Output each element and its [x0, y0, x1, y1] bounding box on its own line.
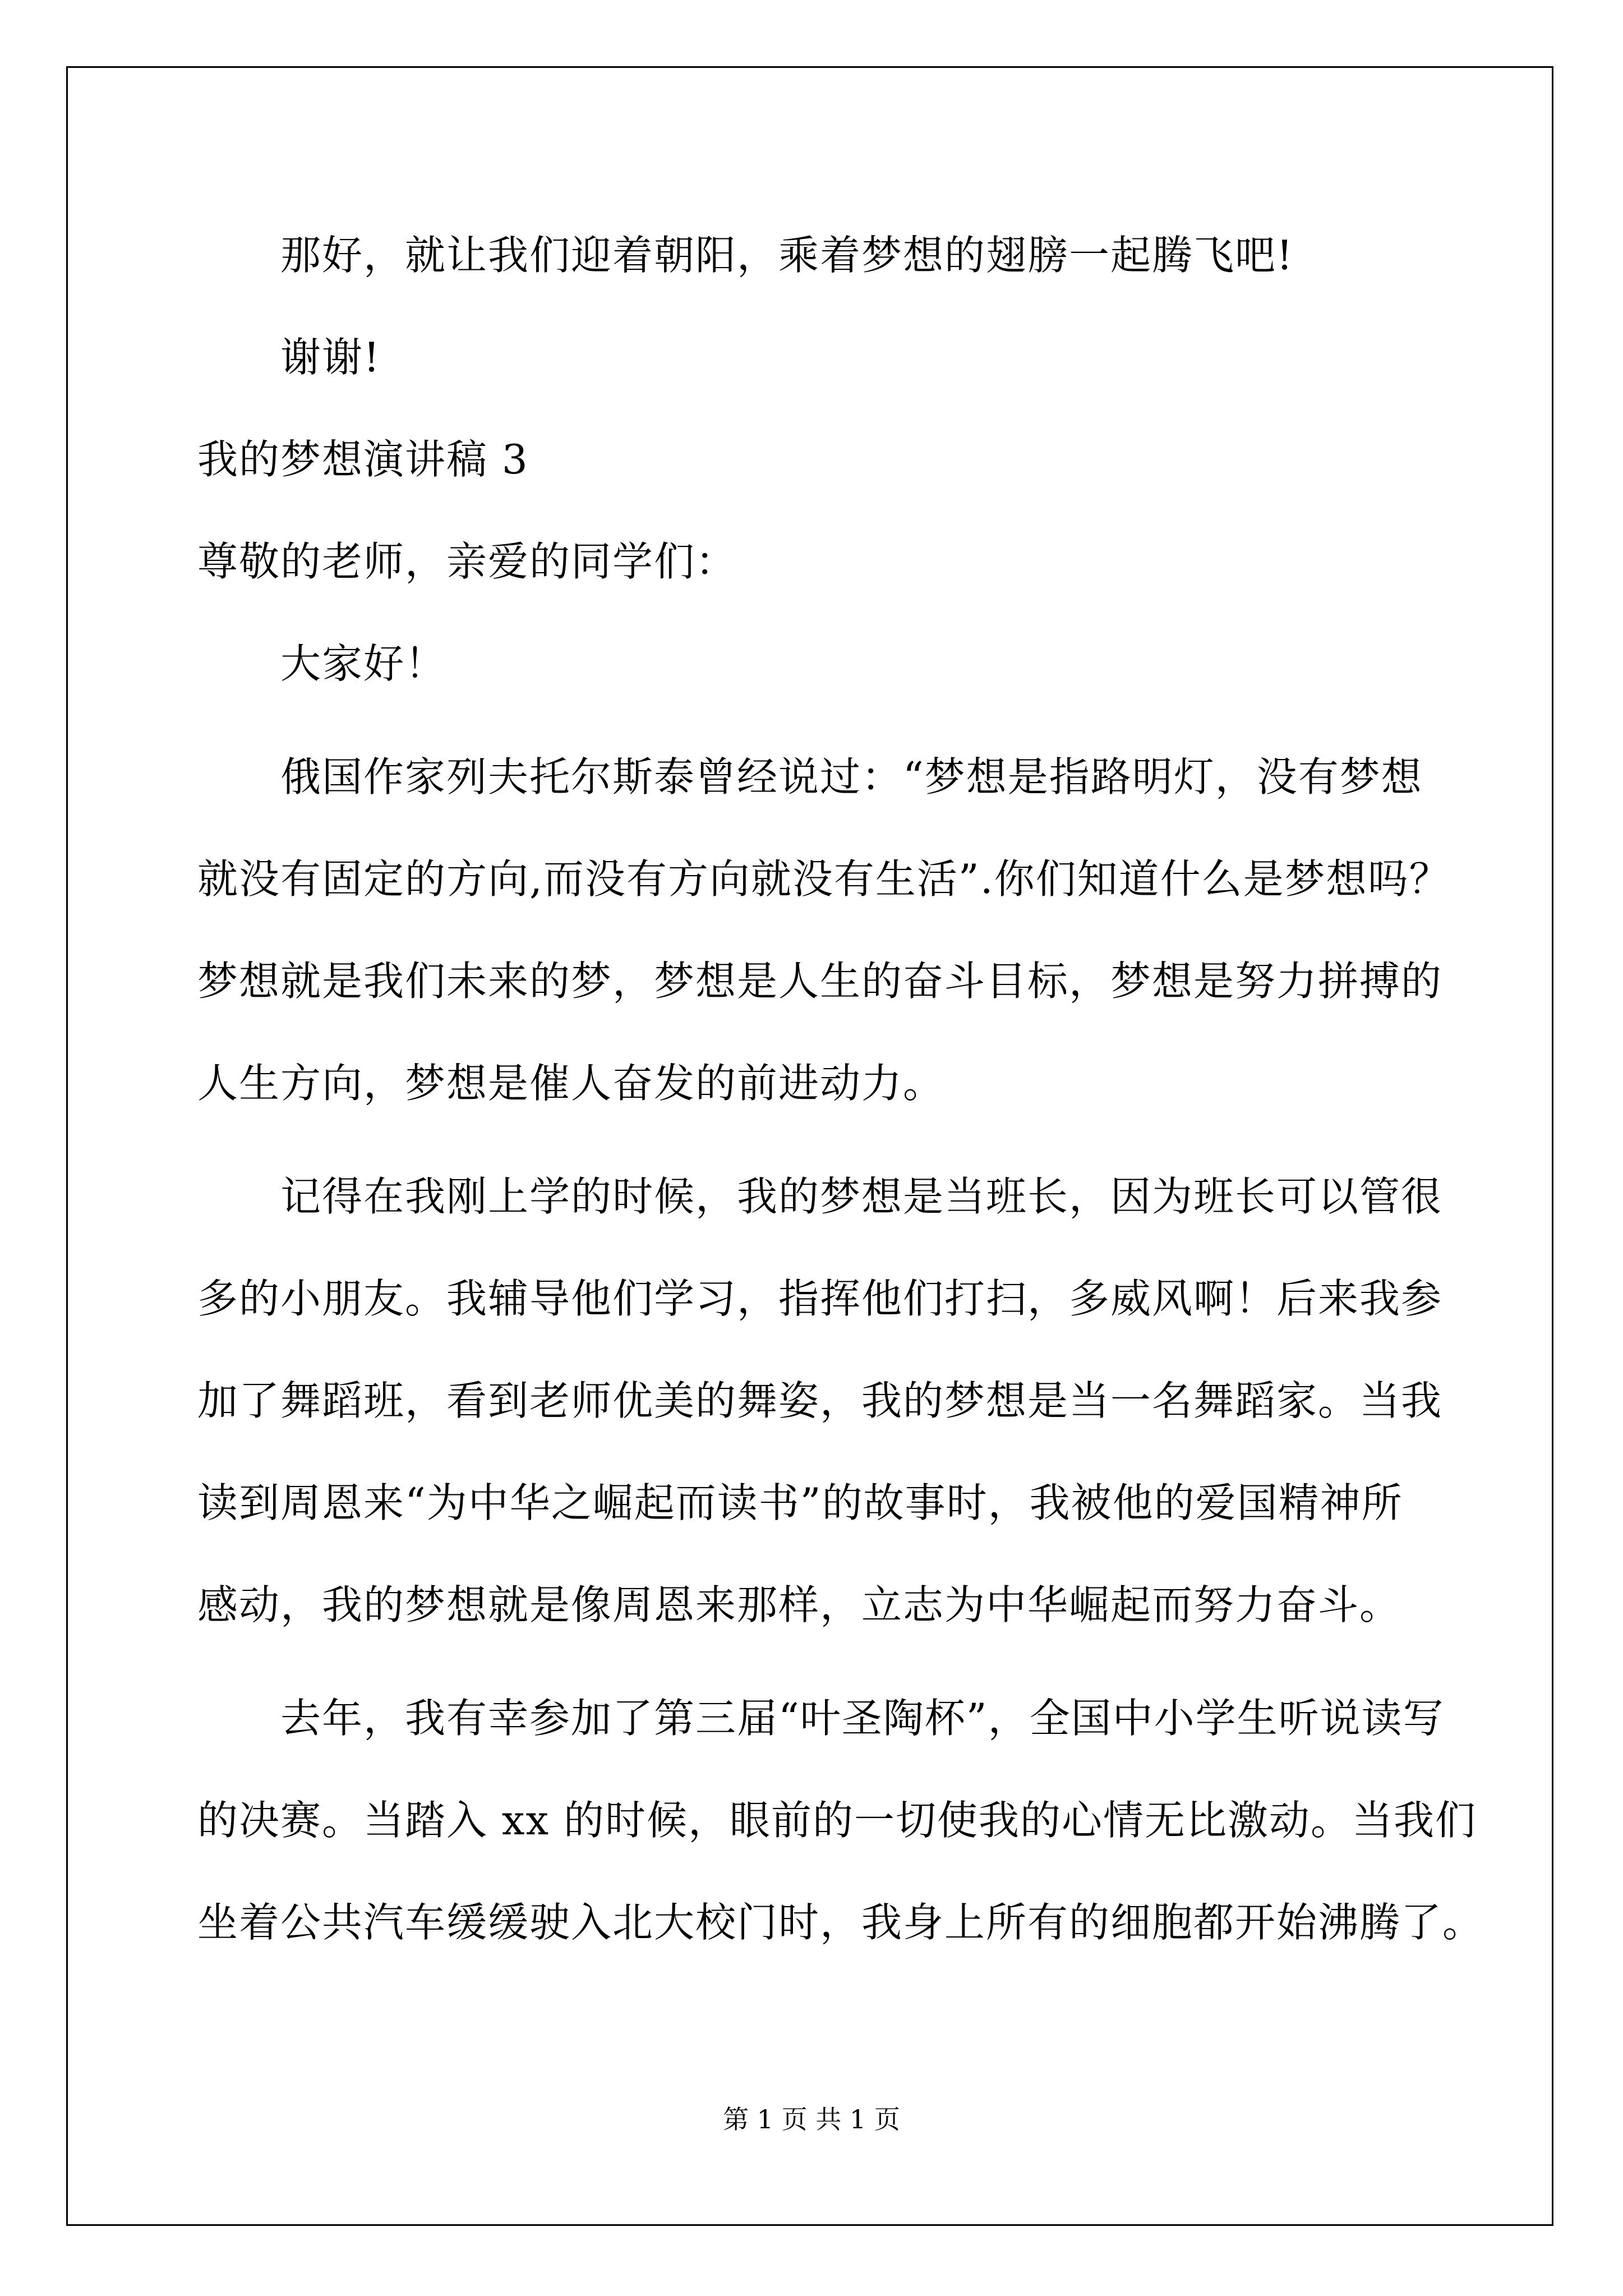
- section-title: 我的梦想演讲稿 3: [197, 436, 529, 483]
- page-footer: 第 1 页 共 1 页: [723, 2104, 900, 2134]
- paragraph-3-line-1: 去年，我有幸参加了第三届“叶圣陶杯”，全国中小学生听说读写: [280, 1695, 1445, 1742]
- paragraph-closing-line: 那好，就让我们迎着朝阳，乘着梦想的翅膀一起腾飞吧!: [280, 232, 1294, 279]
- paragraph-2-line-2: 多的小朋友。我辅导他们学习，指挥他们打扫，多威风啊！后来我参: [197, 1275, 1443, 1322]
- paragraph-2-line-5: 感动，我的梦想就是像周恩来那样，立志为中华崛起而努力奋斗。: [197, 1581, 1401, 1628]
- paragraph-1-line-2: 就没有固定的方向,而没有方向就没有生活”.你们知道什么是梦想吗？: [197, 855, 1451, 903]
- paragraph-1-line-1: 俄国作家列夫托尔斯泰曾经说过：“梦想是指路明灯，没有梦想: [280, 753, 1423, 800]
- paragraph-1-line-3: 梦想就是我们未来的梦，梦想是人生的奋斗目标，梦想是努力拼搏的: [197, 958, 1443, 1005]
- greeting: 大家好！: [280, 640, 447, 687]
- paragraph-thanks: 谢谢!: [280, 334, 381, 381]
- paragraph-1-line-4: 人生方向，梦想是催人奋发的前进动力。: [197, 1060, 945, 1107]
- paragraph-2-line-1: 记得在我刚上学的时候，我的梦想是当班长，因为班长可以管很: [280, 1173, 1443, 1220]
- paragraph-3-line-2: 的决赛。当踏入 xx 的时候，眼前的一切使我的心情无比激动。当我们: [197, 1797, 1477, 1844]
- paragraph-3-line-3: 坐着公共汽车缓缓驶入北大校门时，我身上所有的细胞都开始沸腾了。: [197, 1899, 1484, 1946]
- paragraph-2-line-4: 读到周恩来“为中华之崛起而读书”的故事时，我被他的爱国精神所: [197, 1479, 1403, 1526]
- paragraph-2-line-3: 加了舞蹈班，看到老师优美的舞姿，我的梦想是当一名舞蹈家。当我: [197, 1377, 1443, 1424]
- salutation: 尊敬的老师，亲爱的同学们：: [197, 538, 737, 585]
